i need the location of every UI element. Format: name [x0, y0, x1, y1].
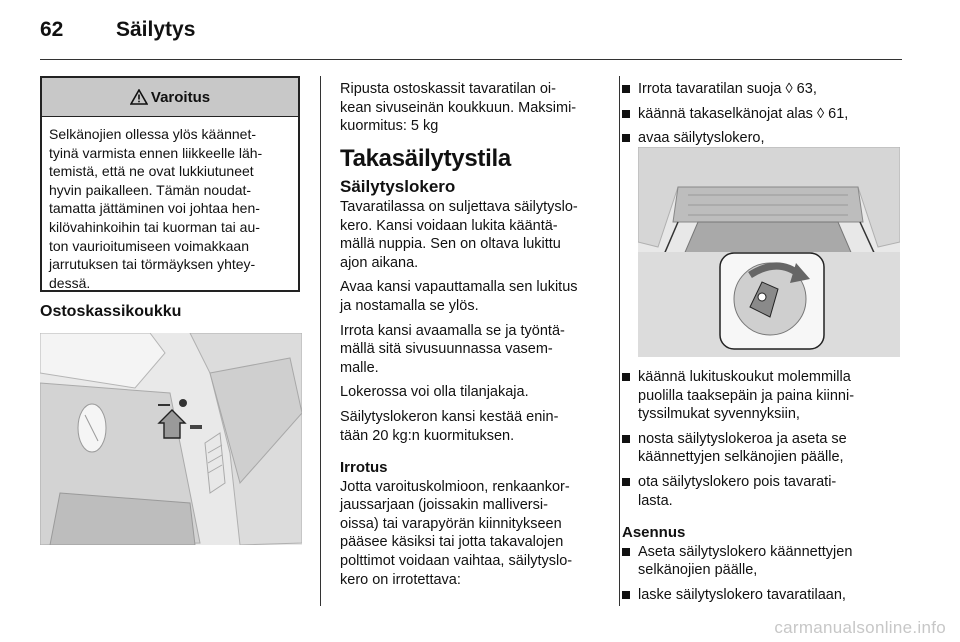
storage-compartment-illustration: [638, 147, 900, 357]
column-divider: [320, 76, 321, 606]
shopping-hook-illustration: [40, 333, 302, 545]
list-item: [622, 105, 902, 124]
list-item: [622, 129, 902, 148]
text-line: Tavaratilassa on suljettava säilytyslo-: [340, 198, 578, 215]
paragraph: [340, 278, 610, 315]
bullet-square: [622, 435, 630, 443]
page-number: 62: [40, 18, 64, 41]
header-divider: [40, 59, 902, 60]
paragraph: [340, 198, 610, 272]
install-heading: Asennus: [622, 524, 686, 542]
text-line: käännä takaselkänojat alas ◊ 61,: [638, 105, 849, 122]
watermark: carmanualsonline.info: [774, 618, 946, 637]
text-line: mällä sitä sivusuunnassa vasem-: [340, 341, 553, 358]
text-line: selkänojien päälle,: [638, 562, 758, 579]
shopping-hook-heading: Ostoskassikoukku: [40, 303, 182, 320]
column-divider: [619, 76, 620, 606]
warning-line: dessä.: [49, 274, 91, 291]
column-right-lower: [622, 368, 902, 611]
text-line: ajon aikana.: [340, 254, 419, 271]
list-item: [622, 368, 902, 424]
subsection-heading: Säilytyslokero: [340, 177, 456, 197]
text-line: malle.: [340, 359, 379, 376]
text-line: ota säilytyslokero pois tavarati-: [638, 473, 837, 490]
warning-text: [42, 117, 298, 292]
warning-line: ton vaurioitumiseen voimakkaan: [49, 237, 249, 254]
warning-title: Varoitus: [150, 88, 211, 106]
text-line: Avaa kansi vapauttamalla sen lukitus: [340, 279, 578, 296]
bullet-square: [622, 134, 630, 142]
page-title: Säilytys: [116, 18, 196, 41]
text-line: puolilla taaksepäin ja paina kiinni-: [638, 387, 855, 404]
warning-line: hyvin paikalleen. Tämän noudat-: [49, 181, 252, 198]
text-line: Jotta varoituskolmioon, renkaankor-: [340, 478, 570, 495]
column-right: [622, 80, 902, 154]
text-line: pääsee käsiksi tai jotta takavalojen: [340, 534, 564, 551]
text-line: kean sivuseinän koukkuun. Maksimi-: [340, 99, 577, 116]
bullet-square: [622, 591, 630, 599]
paragraph: [340, 383, 610, 402]
warning-line: kilövahinkoihin tai kuorman tai au-: [49, 218, 260, 235]
text-line: Lokerossa voi olla tilanjakaja.: [340, 384, 529, 401]
text-line: ja nostamalla se ylös.: [340, 297, 479, 314]
text-line: kero. Kansi voidaan lukita kääntä-: [340, 217, 558, 234]
bullet-square: [622, 110, 630, 118]
text-line: jaussarjaan (joissakin malliversi-: [340, 497, 548, 514]
bullet-square: [622, 373, 630, 381]
paragraph: [340, 322, 610, 378]
section-heading: Takasäilytystila: [340, 144, 511, 172]
bullet-square: [622, 85, 630, 93]
bullet-square: [622, 478, 630, 486]
list-item: [622, 586, 902, 605]
list-item: [622, 473, 902, 510]
text-line: Aseta säilytyslokero käännettyjen: [638, 543, 853, 560]
text-line: nosta säilytyslokeroa ja aseta se: [638, 430, 847, 447]
text-line: Irrota kansi avaamalla se ja työntä-: [340, 322, 565, 339]
bullet-square: [622, 548, 630, 556]
text-line: laske säilytyslokero tavaratilaan,: [638, 586, 846, 603]
list-item: [622, 80, 902, 99]
text-line: Ripusta ostoskassit tavaratilan oi-: [340, 81, 556, 97]
text-line: Irrota tavaratilan suoja ◊ 63,: [638, 81, 817, 97]
text-line: avaa säilytyslokero,: [638, 130, 765, 147]
column-middle: [340, 80, 610, 595]
warning-line: jarrutuksen tai törmäyksen yhtey-: [49, 256, 256, 273]
text-line: lasta.: [638, 492, 673, 509]
text-line: käännä lukituskoukut molemmilla: [638, 369, 851, 385]
text-line: kuormitus: 5 kg: [340, 118, 439, 135]
paragraph: [340, 478, 610, 590]
paragraph: [340, 408, 610, 445]
warning-line: temistä, että ne ovat lukkiutuneet: [49, 163, 254, 180]
warning-header: [42, 78, 298, 117]
list-item: [622, 430, 902, 467]
list-item: [622, 543, 902, 580]
text-line: käännettyjen selkänojien päälle,: [638, 449, 844, 466]
text-line: Säilytyslokeron kansi kestää enin-: [340, 408, 559, 425]
warning-line: tamatta jättäminen voi johtaa hen-: [49, 200, 260, 217]
removal-heading: Irrotus: [340, 459, 388, 477]
hook-paragraph: [340, 80, 610, 136]
text-line: tyssilmukat syvennyksiin,: [638, 406, 800, 423]
text-line: polttimot voidaan vaihtaa, säilytyslo-: [340, 553, 573, 570]
warning-line: Selkänojien ollessa ylös käännet-: [49, 126, 257, 142]
text-line: kero on irrotettava:: [340, 571, 461, 588]
warning-box: [40, 76, 300, 292]
text-line: mällä nuppia. Sen on oltava lukittu: [340, 236, 561, 253]
text-line: tään 20 kg:n kuormituksen.: [340, 427, 515, 444]
warning-triangle-icon: [130, 89, 148, 105]
warning-line: tyinä varmista ennen liikkeelle läh-: [49, 144, 263, 161]
text-line: oissa) tai varapyörän kiinnitykseen: [340, 515, 562, 532]
